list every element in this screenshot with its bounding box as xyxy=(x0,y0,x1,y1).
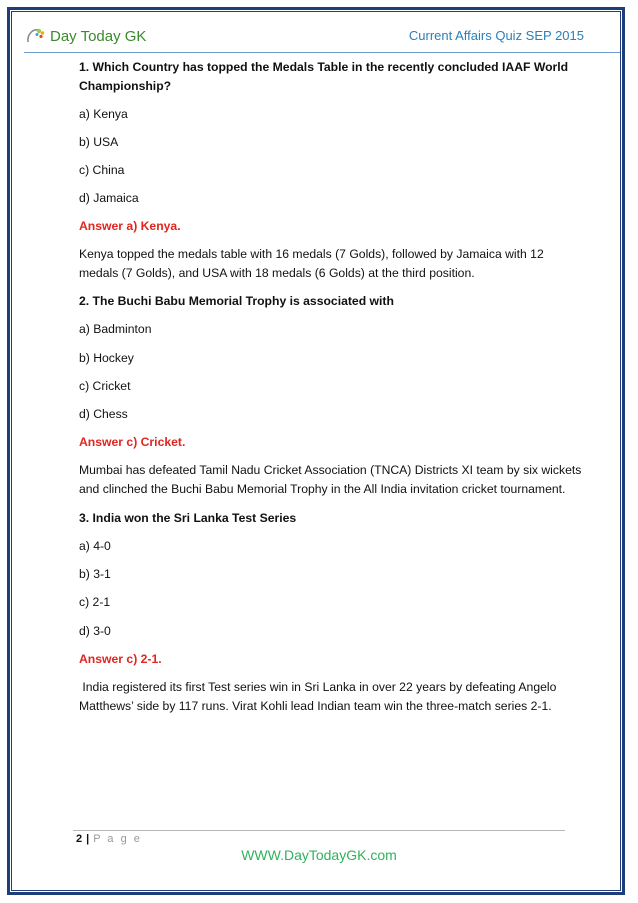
page-number-separator: | xyxy=(86,833,90,845)
question-3-option-d: d) 3-0 xyxy=(79,624,111,638)
question-3-option-c: c) 2-1 xyxy=(79,595,111,609)
question-1-option-a: a) Kenya xyxy=(79,107,128,121)
question-1-option-d: d) Jamaica xyxy=(79,191,139,205)
question-2-line-1: 2. The Buchi Babu Memorial Trophy is associated with xyxy=(79,294,394,308)
question-3-line-1: 3. India won the Sri Lanka Test Series xyxy=(79,511,297,525)
question-3-option-b: b) 3-1 xyxy=(79,567,111,581)
question-3-explanation-line-1: India registered its first Test series win in Sri Lanka in over 22 years by defeating Angelo xyxy=(79,680,557,694)
question-2-answer: Answer c) Cricket. xyxy=(79,435,186,449)
question-3-option-a: a) 4-0 xyxy=(79,539,111,553)
logo-leaf-icon xyxy=(24,24,48,48)
footer-website-link[interactable]: WWW.DayTodayGK.com xyxy=(241,847,397,863)
question-2-explanation-line-2: and clinched the Buchi Babu Memorial Trophy in the All India invitation cricket tournament. xyxy=(79,482,566,496)
question-3-explanation-line-2: Matthews’ side by 117 runs. Virat Kohli lead Indian team win the three-match series 2-1. xyxy=(79,699,552,713)
logo-text: Day Today GK xyxy=(50,27,147,45)
question-1-answer: Answer a) Kenya. xyxy=(79,219,181,233)
page-number-value: 2 xyxy=(76,833,83,845)
question-1-explanation-line-1: Kenya topped the medals table with 16 medals (7 Golds), followed by Jamaica with 12 xyxy=(79,247,544,261)
question-1-line-1: 1. Which Country has topped the Medals Table in the recently concluded IAAF World xyxy=(79,60,569,74)
header-divider xyxy=(24,52,620,53)
question-1-line-2: Championship? xyxy=(79,79,172,93)
question-2-option-a: a) Badminton xyxy=(79,322,152,336)
page-label: P a g e xyxy=(93,833,142,845)
question-2-option-c: c) Cricket xyxy=(79,379,131,393)
header xyxy=(24,22,616,52)
logo xyxy=(24,22,146,50)
page-number xyxy=(76,833,142,845)
question-1-explanation-line-2: medals (7 Golds), and USA with 18 medals (6 Golds) at the third position. xyxy=(79,266,475,280)
question-2-option-b: b) Hockey xyxy=(79,351,134,365)
question-1-option-c: c) China xyxy=(79,163,125,177)
question-2-explanation-line-1: Mumbai has defeated Tamil Nadu Cricket Association (TNCA) Districts XI team by six wickets xyxy=(79,463,582,477)
question-2-option-d: d) Chess xyxy=(79,407,128,421)
footer-divider xyxy=(73,830,565,831)
question-3-answer: Answer c) 2-1. xyxy=(79,652,162,666)
page-header-title: Current Affairs Quiz SEP 2015 xyxy=(408,28,584,43)
question-1-option-b: b) USA xyxy=(79,135,119,149)
